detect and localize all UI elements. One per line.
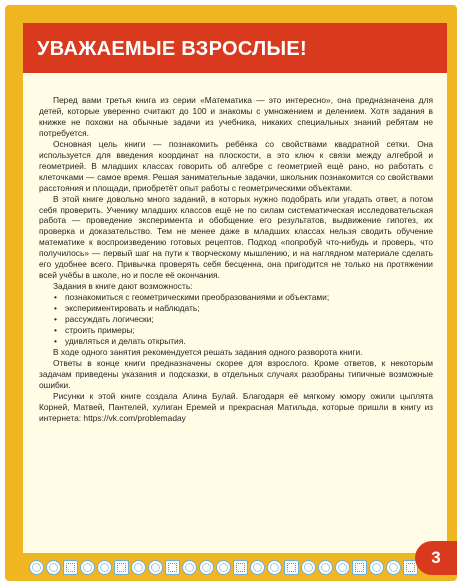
grid-circle-icon — [335, 560, 350, 575]
grid-square-icon — [233, 560, 248, 575]
grid-circle-icon — [386, 560, 401, 575]
body-text — [39, 95, 433, 424]
title-banner — [23, 23, 447, 73]
list-item: • удивляться и делать открытия. — [39, 336, 433, 347]
grid-circle-icon — [97, 560, 112, 575]
grid-square-icon — [114, 560, 129, 575]
grid-circle-icon — [250, 560, 265, 575]
grid-square-icon — [165, 560, 180, 575]
grid-circle-icon — [199, 560, 214, 575]
grid-circle-icon — [148, 560, 163, 575]
grid-circle-icon — [131, 560, 146, 575]
page-title: УВАЖАЕМЫЕ ВЗРОСЛЫЕ! — [37, 38, 307, 60]
paragraph-intro: Перед вами третья книга из серии «Математика — это интересно», она предназначена для детей, которые уверенно считают до 100 и знакомы с умножением и делением. Хотя задания в книжке не похожи на обычные задачи из учебника, никаких специальных знаний ребятам не потребуется. — [39, 95, 433, 138]
opportunities-list — [39, 292, 433, 347]
paragraph-session: В ходе одного занятия рекомендуется решать задания одного разворота книги. — [53, 346, 363, 357]
page-frame — [5, 5, 457, 581]
page-paper — [23, 23, 447, 553]
page-number-badge — [415, 541, 457, 575]
grid-circle-icon — [29, 560, 44, 575]
list-item: • экспериментировать и наблюдать; — [39, 303, 433, 314]
grid-square-icon — [63, 560, 78, 575]
grid-circle-icon — [369, 560, 384, 575]
list-item: • строить примеры; — [39, 325, 433, 336]
grid-circle-icon — [182, 560, 197, 575]
grid-circle-icon — [216, 560, 231, 575]
grid-circle-icon — [46, 560, 61, 575]
grid-circle-icon — [80, 560, 95, 575]
list-item: • рассуждать логически; — [39, 314, 433, 325]
grid-square-icon — [284, 560, 299, 575]
page-number: 3 — [431, 548, 441, 567]
paragraph-answers: Ответы в конце книги предназначены скорее для взрослого. Кроме ответов, к некоторым задачам приведены указания и подсказки, в отдельных случаях разобраны типичные возможные ошибки. — [39, 357, 433, 390]
paragraph-credits: Рисунки к этой книге создала Алина Булай. Благодаря её мягкому юмору ожили цыплята Корней, Матвей, Пантелей, хулиган Еремей и прекрасная Матильда, которые пришли в книгу из интернета: https://vk.com/problemaday — [39, 390, 433, 423]
paragraph-goal: Основная цель книги — познакомить ребёнка со свойствами квадратной сетки. Она используется для введения координат на плоскости, а это ключ к связи между алгеброй и геометрией. В младших классах говорить об алгебре с геометрией ещё рано, но работать с клеточками — самое время. Решая занимательные задачки, школьник познакомится со свойствами расстояния и площади, приобретёт опыт работы с геометрическими объектами. — [39, 138, 433, 193]
list-item: • познакомиться с геометрическими преобразованиями и объектами; — [39, 292, 433, 303]
paragraph-approach: В этой книге довольно много заданий, в которых нужно подобрать или угадать ответ, а потом себя проверить. Ученику младших классов ещё не по силам систематическая исследовательская работа — проведение эксперимента и обобщение его результатов, выдвижение гипотез, их проверка и доказательство. Тем не менее даже в младших классах нельзя сводить обучение математике к воспроизведению готовых рецептов. Подход «попробуй что-нибудь и проверь, что получилось» — первый шаг на пути к творческому мышлению, и на наглядном материале сделать его удобнее всего. Привычка проверять себя бесценна, она пригодится не только на протяжении всей учёбы в школе, но и после её окончания. — [39, 193, 433, 281]
paragraph-list-intro: Задания в книге дают возможность: — [53, 281, 193, 292]
grid-circle-icon — [267, 560, 282, 575]
grid-circle-icon — [318, 560, 333, 575]
decorative-icon-strip — [29, 554, 418, 580]
grid-square-icon — [352, 560, 367, 575]
grid-circle-icon — [301, 560, 316, 575]
